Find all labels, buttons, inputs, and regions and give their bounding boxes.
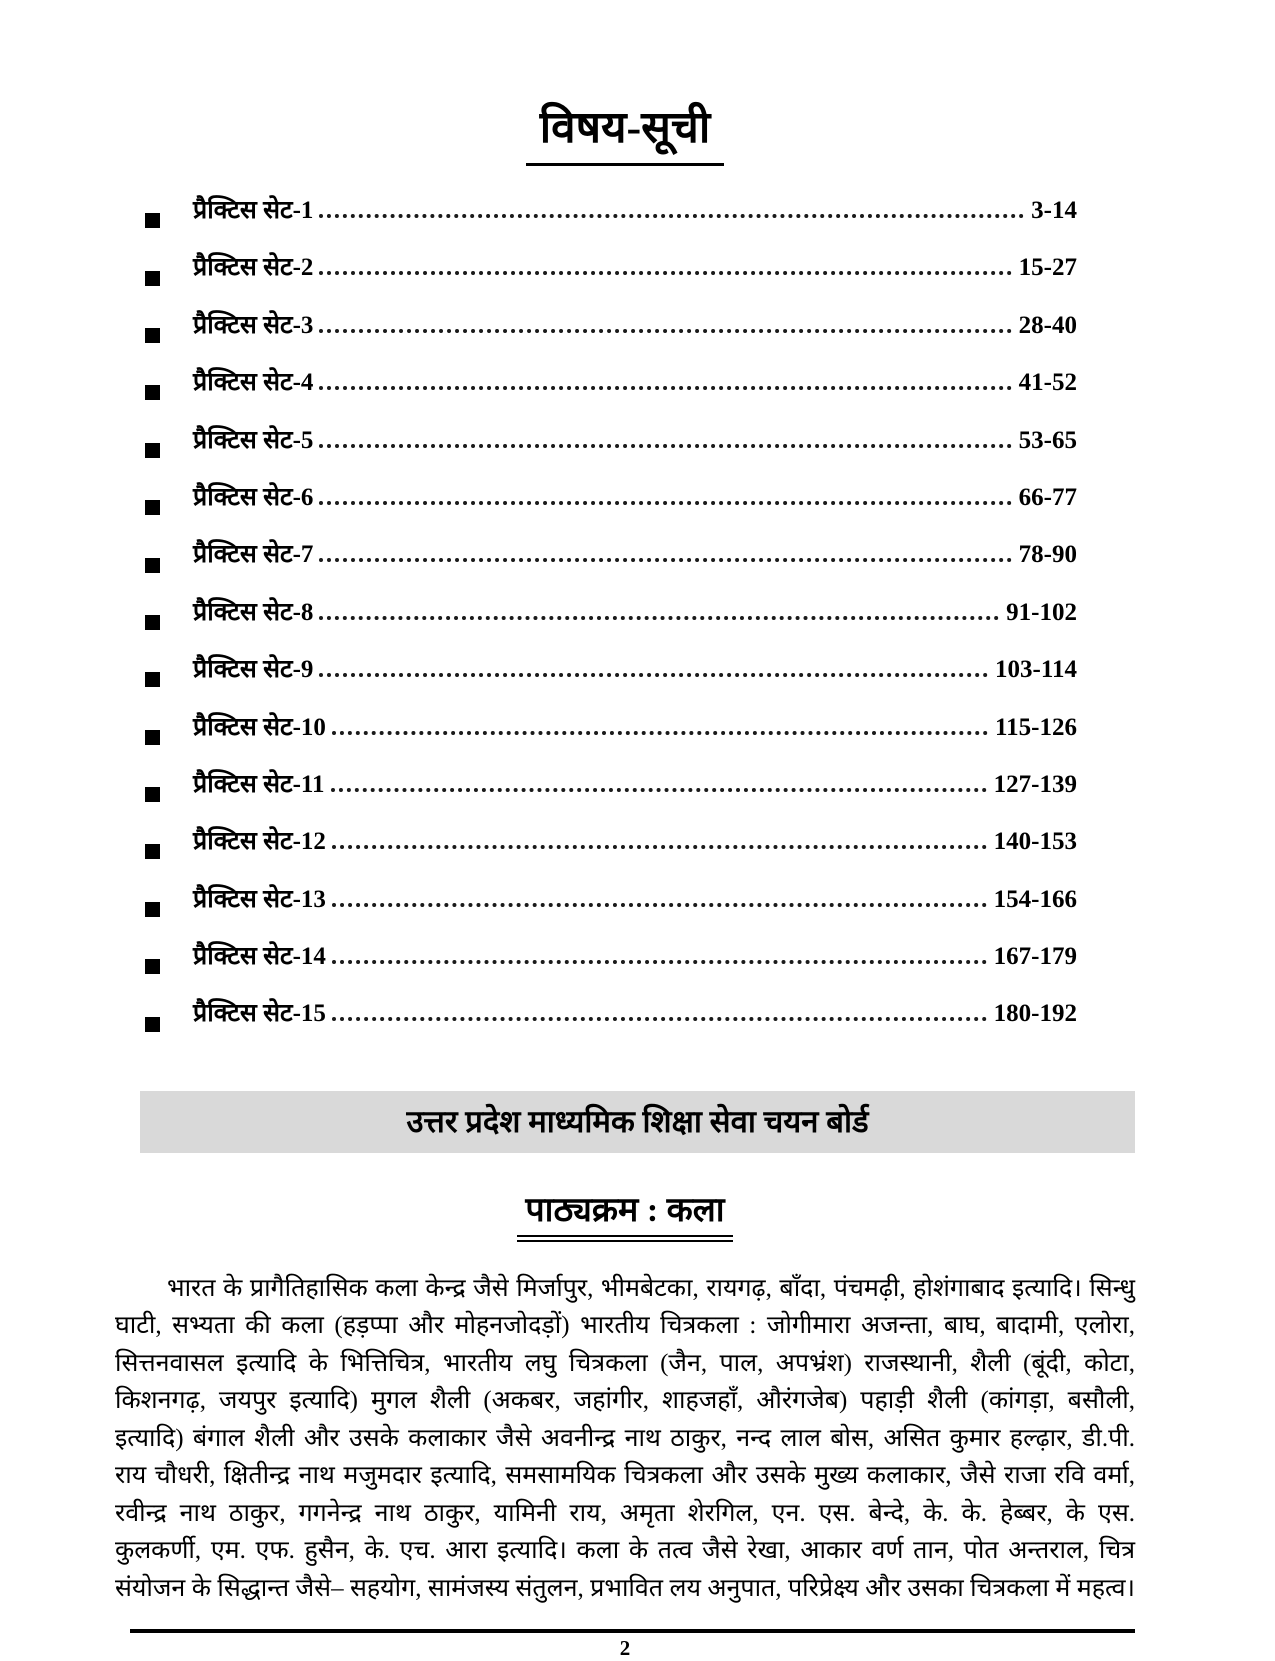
dotted-leader <box>332 903 987 907</box>
page-number: 2 <box>619 1636 631 1661</box>
toc-item-pages: 140-153 <box>993 828 1077 856</box>
toc-row <box>145 364 1077 421</box>
toc-row <box>145 422 1077 479</box>
toc-item-pages: 78-90 <box>1018 541 1077 569</box>
toc-item-pages: 167-179 <box>993 943 1077 971</box>
syllabus-line: राय चौधरी, क्षितीन्द्र नाथ मजुमदार इत्यादि, समसामयिक चित्रकला और उसके मुख्य कलाकार, जैसे राजा रवि वर्मा, <box>115 1462 1135 1490</box>
toc-item-label: प्रैक्टिस सेट-8 <box>193 598 314 626</box>
toc-item-pages: 180-192 <box>993 1000 1077 1028</box>
square-bullet-icon <box>145 844 160 859</box>
table-of-contents <box>115 192 1135 1053</box>
toc-row <box>145 651 1077 708</box>
square-bullet-icon <box>145 787 160 802</box>
toc-row <box>145 536 1077 593</box>
toc-item-label: प्रैक्टिस सेट-5 <box>193 426 314 454</box>
toc-row <box>145 766 1077 823</box>
square-bullet-icon <box>145 213 160 228</box>
square-bullet-icon <box>145 672 160 687</box>
syllabus-line: किशनगढ़, जयपुर इत्यादि) मुगल शैली (अकबर, जहांगीर, शाहजहाँ, औरंगजेब) पहाड़ी शैली (कांगड़ा, बसौली, <box>115 1387 1135 1415</box>
toc-item-label: प्रैक्टिस सेट-14 <box>193 943 326 971</box>
square-bullet-icon <box>145 328 160 343</box>
square-bullet-icon <box>145 959 160 974</box>
dotted-leader <box>332 1017 987 1021</box>
toc-item-label: प्रैक्टिस सेट-10 <box>193 713 326 741</box>
dotted-leader <box>319 444 1011 448</box>
dotted-leader <box>319 271 1011 275</box>
syllabus-line: इत्यादि) बंगाल शैली और उसके कलाकार जैसे अवनीन्द्र नाथ ठाकुर, नन्द लाल बोस, असित कुमार हल्ढ़ार, डी.पी. <box>115 1424 1135 1452</box>
toc-item-pages: 154-166 <box>993 885 1077 913</box>
toc-item-pages: 15-27 <box>1018 254 1077 282</box>
toc-row <box>145 709 1077 766</box>
syllabus-line: रवीन्द्र नाथ ठाकुर, गगनेन्द्र नाथ ठाकुर, यामिनी राय, अमृता शेरगिल, एन. एस. बेन्दे, के. के. हेब्बर, के एस. <box>115 1499 1135 1527</box>
dotted-leader <box>319 501 1011 505</box>
toc-row <box>145 192 1077 249</box>
square-bullet-icon <box>145 1017 160 1032</box>
toc-item-pages: 28-40 <box>1018 311 1077 339</box>
syllabus-line: संयोजन के सिद्धान्त जैसे– सहयोग, सामंजस्य संतुलन, प्रभावित लय अनुपात, परिप्रेक्ष्य और उसका चित्रकला में महत्व। <box>115 1574 1135 1602</box>
toc-item-label: प्रैक्टिस सेट-6 <box>193 483 314 511</box>
dotted-leader <box>332 731 988 735</box>
toc-item-label: प्रैक्टिस सेट-7 <box>193 541 314 569</box>
square-bullet-icon <box>145 271 160 286</box>
toc-item-pages: 66-77 <box>1018 483 1077 511</box>
footer-rule <box>130 1629 1135 1633</box>
syllabus-line: कुलकर्णी, एम. एफ. हुसैन, के. एच. आरा इत्यादि। कला के तत्व जैसे रेखा, आकार वर्ण तान, पोत अन्तराल, चित्र <box>115 1537 1135 1565</box>
toc-row <box>145 938 1077 995</box>
square-bullet-icon <box>145 902 160 917</box>
dotted-leader <box>319 616 999 620</box>
dotted-leader <box>319 386 1011 390</box>
square-bullet-icon <box>145 443 160 458</box>
toc-item-label: प्रैक्टिस सेट-2 <box>193 254 314 282</box>
square-bullet-icon <box>145 615 160 630</box>
toc-item-pages: 127-139 <box>993 770 1077 798</box>
dotted-leader <box>331 788 987 792</box>
toc-row <box>145 881 1077 938</box>
syllabus-line: घाटी, सभ्यता की कला (हड़प्पा और मोहनजोदड़ों) भारतीय चित्रकला : जोगीमारा अजन्ता, बाघ, बादामी, एलोरा, <box>115 1312 1135 1340</box>
toc-item-label: प्रैक्टिस सेट-15 <box>193 1000 326 1028</box>
toc-item-pages: 91-102 <box>1006 598 1077 626</box>
toc-item-label: प्रैक्टिस सेट-9 <box>193 656 314 684</box>
toc-item-pages: 103-114 <box>995 656 1077 684</box>
toc-item-label: प्रैक्टिस सेट-13 <box>193 885 326 913</box>
dotted-leader <box>319 673 988 677</box>
toc-item-pages: 41-52 <box>1018 369 1077 397</box>
toc-item-label: प्रैक्टिस सेट-11 <box>193 770 325 798</box>
dotted-leader <box>319 329 1011 333</box>
syllabus-heading: पाठ्यक्रम : कला <box>517 1185 732 1242</box>
toc-row <box>145 479 1077 536</box>
syllabus-line: भारत के प्रागैतिहासिक कला केन्द्र जैसे मिर्जापुर, भीमबेटका, रायगढ़, बाँदा, पंचमढ़ी, होशंगाबाद इत्यादि। सिन्धु <box>167 1274 1135 1302</box>
syllabus-paragraph <box>115 1270 1135 1608</box>
square-bullet-icon <box>145 500 160 515</box>
page-title-wrap <box>115 95 1135 166</box>
square-bullet-icon <box>145 730 160 745</box>
toc-item-label: प्रैक्टिस सेट-4 <box>193 369 314 397</box>
toc-row <box>145 307 1077 364</box>
syllabus-line: सित्तनवासल इत्यादि के भित्तिचित्र, भारतीय लघु चित्रकला (जैन, पाल, अपभ्रंश) राजस्थानी, शैली (बूंदी, कोटा, <box>115 1349 1135 1377</box>
board-name-banner: उत्तर प्रदेश माध्यमिक शिक्षा सेवा चयन बोर्ड <box>140 1091 1135 1153</box>
toc-row <box>145 594 1077 651</box>
toc-row <box>145 823 1077 880</box>
toc-item-label: प्रैक्टिस सेट-12 <box>193 828 326 856</box>
toc-row <box>145 249 1077 306</box>
page-title: विषय-सूची <box>526 95 725 166</box>
toc-item-pages: 3-14 <box>1031 197 1077 224</box>
square-bullet-icon <box>145 558 160 573</box>
toc-item-label: प्रैक्टिस सेट-1 <box>193 197 314 224</box>
toc-row <box>145 995 1077 1052</box>
dotted-leader <box>332 960 987 964</box>
toc-item-pages: 53-65 <box>1018 426 1077 454</box>
toc-item-label: प्रैक्टिस सेट-3 <box>193 311 314 339</box>
syllabus-heading-wrap <box>115 1185 1135 1242</box>
dotted-leader <box>319 558 1011 562</box>
toc-item-pages: 115-126 <box>995 713 1077 741</box>
dotted-leader <box>319 214 1024 218</box>
dotted-leader <box>332 845 987 849</box>
square-bullet-icon <box>145 385 160 400</box>
